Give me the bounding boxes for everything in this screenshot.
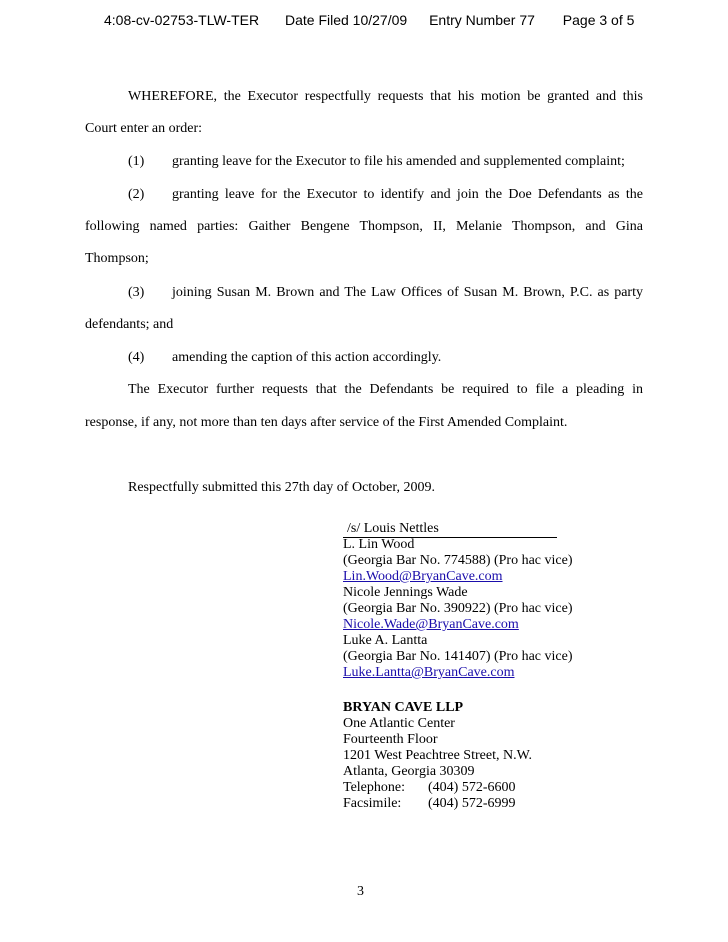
attorney-3-name: Luke A. Lantta (343, 633, 428, 648)
entry-number: Entry Number 77 (429, 12, 535, 28)
telephone-label: Telephone: (343, 780, 405, 795)
attorney-3-email-link[interactable]: Luke.Lantta@BryanCave.com (343, 665, 515, 680)
item-2-text-line-3: Thompson; (85, 251, 149, 266)
attorney-1-bar: (Georgia Bar No. 774588) (Pro hac vice) (343, 553, 573, 568)
attorney-2-name: Nicole Jennings Wade (343, 585, 468, 600)
firm-name: BRYAN CAVE LLP (343, 700, 464, 715)
item-4-text: amending the caption of this action accordingly. (172, 350, 442, 365)
attorney-2-email-link[interactable]: Nicole.Wade@BryanCave.com (343, 617, 519, 632)
attorney-2-bar: (Georgia Bar No. 390922) (Pro hac vice) (343, 601, 573, 616)
attorney-1-name: L. Lin Wood (343, 537, 415, 552)
wherefore-line-2: Court enter an order: (85, 121, 203, 136)
attorney-3-bar: (Georgia Bar No. 141407) (Pro hac vice) (343, 649, 573, 664)
item-1-text: granting leave for the Executor to file his amended and supplemented complaint; (172, 154, 625, 169)
page-of: Page 3 of 5 (562, 12, 635, 28)
item-3-text-line-2: defendants; and (85, 317, 174, 332)
document-header (104, 12, 634, 28)
item-2-number: (2) (128, 187, 145, 202)
further-request-line-2: response, if any, not more than ten days after service of the First Amended Complaint. (85, 415, 568, 430)
attorney-1-email-link[interactable]: Lin.Wood@BryanCave.com (343, 569, 503, 584)
address-line-2: Fourteenth Floor (343, 732, 438, 747)
case-number: 4:08-cv-02753-TLW-TER (104, 12, 260, 28)
item-4-number: (4) (128, 350, 145, 365)
signature-line (343, 521, 557, 538)
further-request-line-1: The Executor further requests that the Defendants be required to file a pleading in (128, 382, 643, 397)
item-2-text-line-2: following named parties: Gaither Bengene Thompson, II, Melanie Thompson, and Gina (85, 219, 643, 234)
item-2-text-line-1: granting leave for the Executor to identify and join the Doe Defendants as the (172, 187, 643, 202)
facsimile-number: (404) 572-6999 (428, 796, 516, 811)
wherefore-line-1: WHEREFORE, the Executor respectfully requests that his motion be granted and this (128, 89, 643, 104)
item-1-number: (1) (128, 154, 145, 169)
address-line-1: One Atlantic Center (343, 716, 455, 731)
date-filed: Date Filed 10/27/09 (284, 12, 408, 28)
item-3-number: (3) (128, 285, 145, 300)
address-line-4: Atlanta, Georgia 30309 (343, 764, 475, 779)
facsimile-line (343, 796, 516, 812)
page-number: 3 (357, 884, 364, 899)
signature-text: /s/ Louis Nettles (343, 521, 557, 538)
telephone-number: (404) 572-6600 (428, 780, 516, 795)
facsimile-label: Facsimile: (343, 796, 402, 811)
address-line-3: 1201 West Peachtree Street, N.W. (343, 748, 532, 763)
telephone-line (343, 780, 516, 796)
item-3-text-line-1: joining Susan M. Brown and The Law Offices of Susan M. Brown, P.C. as party (172, 285, 643, 300)
submitted-date-line: Respectfully submitted this 27th day of October, 2009. (128, 480, 436, 495)
